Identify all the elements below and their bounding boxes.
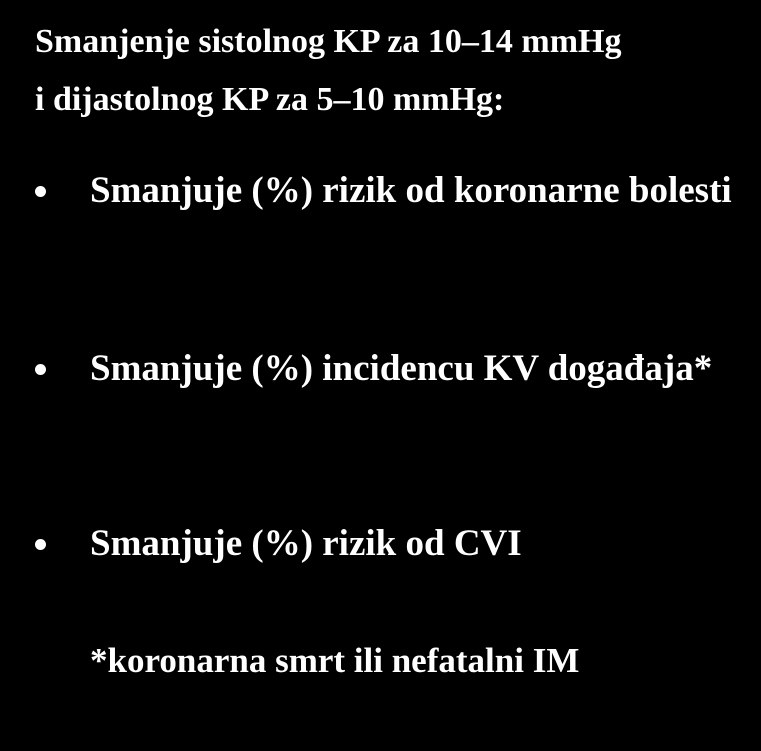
bullet-text: Smanjuje (%) incidencu KV događaja* [90, 348, 713, 389]
heading-line-1: Smanjenje sistolnog KP za 10–14 mmHg [35, 23, 622, 60]
bullet-dot-icon [35, 364, 46, 375]
bullet-text: Smanjuje (%) rizik od CVI [90, 523, 522, 564]
heading-line-2: i dijastolnog KP za 5–10 mmHg: [35, 81, 505, 118]
bullet-text: Smanjuje (%) rizik od koronarne bolesti [90, 170, 732, 211]
footnote: *koronarna smrt ili nefatalni IM [90, 641, 580, 680]
bullet-dot-icon [35, 539, 46, 550]
bullet-dot-icon [35, 186, 46, 197]
